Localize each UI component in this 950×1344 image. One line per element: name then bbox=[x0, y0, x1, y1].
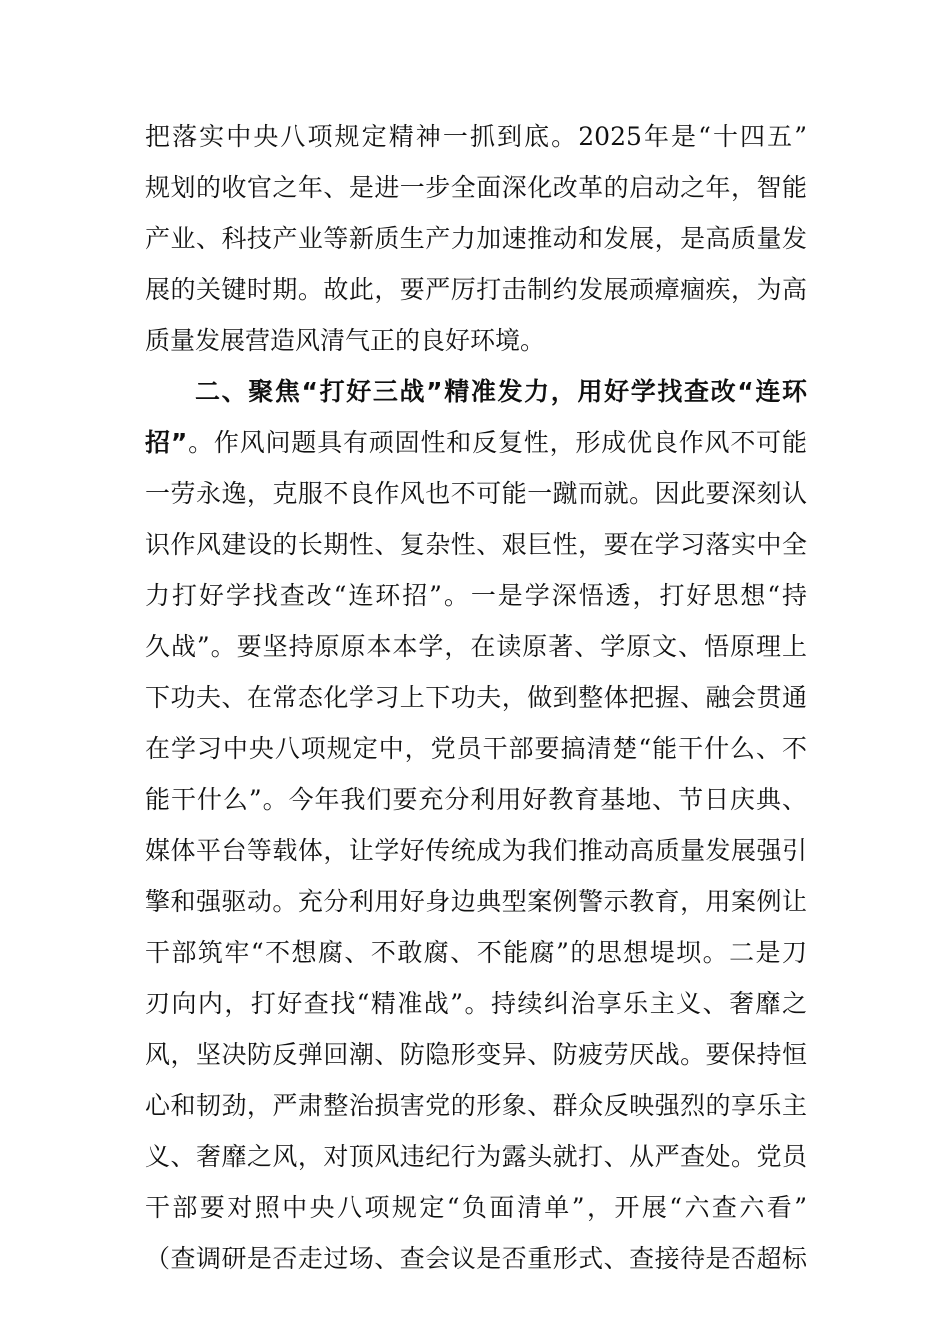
text-line: 风，坚决防反弹回潮、防隐形变异、防疲劳厌战。要保持恒 bbox=[145, 1040, 807, 1069]
text-line-rest: 。作风问题具有顽固性和反复性，形成优良作风不可能 bbox=[187, 428, 807, 457]
text-line: 产业、科技产业等新质生产力加速推动和发展，是高质量发 bbox=[145, 224, 807, 253]
text-line: （查调研是否走过场、查会议是否重形式、查接待是否超标 bbox=[145, 1244, 807, 1273]
text-line: 媒体平台等载体，让学好传统成为我们推动高质量发展强引 bbox=[145, 836, 807, 865]
text-line: 擎和强驱动。充分利用好身边典型案例警示教育，用案例让 bbox=[145, 887, 807, 916]
text-line: 下功夫、在常态化学习上下功夫，做到整体把握、融会贯通 bbox=[145, 683, 807, 712]
section-heading-tail: 招” bbox=[145, 428, 188, 457]
text-line: 展的关键时期。故此，要严厉打击制约发展顽瘴痼疾，为高 bbox=[145, 275, 807, 304]
text-line: 一劳永逸，克服不良作风也不可能一蹴而就。因此要深刻认 bbox=[145, 479, 807, 508]
text-line: 能干什么”。今年我们要充分利用好教育基地、节日庆典、 bbox=[145, 785, 807, 814]
text-line-mixed bbox=[145, 421, 807, 465]
section-heading: 二、聚焦“打好三战”精准发力，用好学找查改“连环 bbox=[195, 377, 807, 406]
text-line: 久战”。要坚持原原本本学，在读原著、学原文、悟原理上 bbox=[145, 632, 807, 661]
text-line: 规划的收官之年、是进一步全面深化改革的启动之年，智能 bbox=[145, 173, 807, 202]
text-line: 把落实中央八项规定精神一抓到底。2025年是“十四五” bbox=[145, 122, 807, 151]
text-line: 干部筑牢“不想腐、不敢腐、不能腐”的思想堤坝。二是刀 bbox=[145, 938, 807, 967]
text-line: 识作风建设的长期性、复杂性、艰巨性，要在学习落实中全 bbox=[145, 530, 807, 559]
text-line: 质量发展营造风清气正的良好环境。 bbox=[145, 326, 546, 355]
text-line: 刃向内，打好查找“精准战”。持续纠治享乐主义、奢靡之 bbox=[145, 989, 807, 1018]
text-line: 干部要对照中央八项规定“负面清单”，开展“六查六看” bbox=[145, 1193, 807, 1222]
text-line: 力打好学找查改“连环招”。一是学深悟透，打好思想“持 bbox=[145, 581, 807, 610]
text-line: 义、奢靡之风，对顶风违纪行为露头就打、从严查处。党员 bbox=[145, 1142, 807, 1171]
text-line: 心和韧劲，严肃整治损害党的形象、群众反映强烈的享乐主 bbox=[145, 1091, 807, 1120]
text-line: 在学习中央八项规定中，党员干部要搞清楚“能干什么、不 bbox=[145, 734, 807, 763]
